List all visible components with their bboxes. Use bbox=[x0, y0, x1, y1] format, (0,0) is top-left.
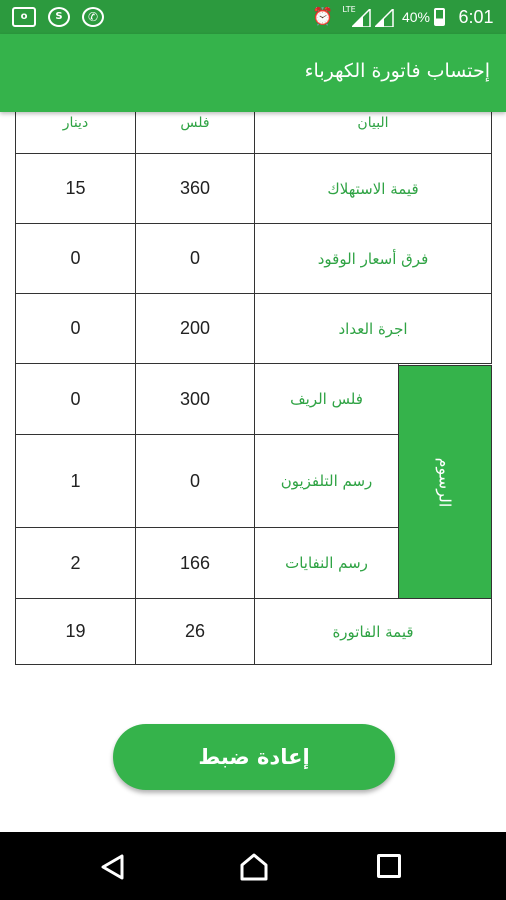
row-total-label: قيمة الفاتورة bbox=[254, 598, 492, 665]
header-dinar: دينار bbox=[15, 90, 136, 154]
outlook-icon: o bbox=[12, 7, 36, 27]
header-fils: فلس bbox=[135, 90, 255, 154]
sharepoint-icon: S bbox=[48, 7, 70, 27]
fees-group-header bbox=[398, 365, 492, 599]
row-rural-fils-label: فلس الريف bbox=[254, 363, 399, 435]
row-consumption-label: قيمة الاستهلاك bbox=[254, 153, 492, 224]
home-icon[interactable] bbox=[239, 852, 269, 882]
row-fuel-diff-fils: 0 bbox=[135, 223, 255, 294]
app-bar bbox=[0, 34, 506, 112]
row-meter-rent-dinar: 0 bbox=[15, 293, 136, 364]
row-waste-fee-fils: 166 bbox=[135, 527, 255, 599]
back-icon[interactable] bbox=[100, 854, 126, 880]
header-description: البيان bbox=[254, 90, 492, 154]
network-type-label: LTE bbox=[342, 5, 356, 14]
row-meter-rent-label: اجرة العداد bbox=[254, 293, 492, 364]
row-waste-fee-label: رسم النفايات bbox=[254, 527, 399, 599]
row-tv-fee-fils: 0 bbox=[135, 434, 255, 528]
row-total-fils: 26 bbox=[135, 598, 255, 665]
row-fuel-diff-dinar: 0 bbox=[15, 223, 136, 294]
row-consumption-fils: 360 bbox=[135, 153, 255, 224]
reset-button[interactable]: إعادة ضبط bbox=[113, 724, 395, 790]
row-tv-fee-label: رسم التلفزيون bbox=[254, 434, 399, 528]
clock: 6:01 bbox=[458, 7, 494, 27]
row-consumption-dinar: 15 bbox=[15, 153, 136, 224]
navigation-bar bbox=[0, 832, 506, 900]
fees-group-label: الرسوم bbox=[435, 457, 455, 507]
recent-apps-icon[interactable] bbox=[377, 854, 401, 878]
row-waste-fee-dinar: 2 bbox=[15, 527, 136, 599]
battery-percent: 40% bbox=[401, 9, 431, 25]
page-title: إحتساب فاتورة الكهرباء bbox=[304, 60, 490, 82]
row-tv-fee-dinar: 1 bbox=[15, 434, 136, 528]
row-rural-fils-dinar: 0 bbox=[15, 363, 136, 435]
phone-icon: ✆ bbox=[82, 7, 104, 27]
alarm-icon: ⏰ bbox=[312, 7, 334, 27]
row-meter-rent-fils: 200 bbox=[135, 293, 255, 364]
row-fuel-diff-label: فرق أسعار الوقود bbox=[254, 223, 492, 294]
row-total-dinar: 19 bbox=[15, 598, 136, 665]
row-rural-fils-fils: 300 bbox=[135, 363, 255, 435]
